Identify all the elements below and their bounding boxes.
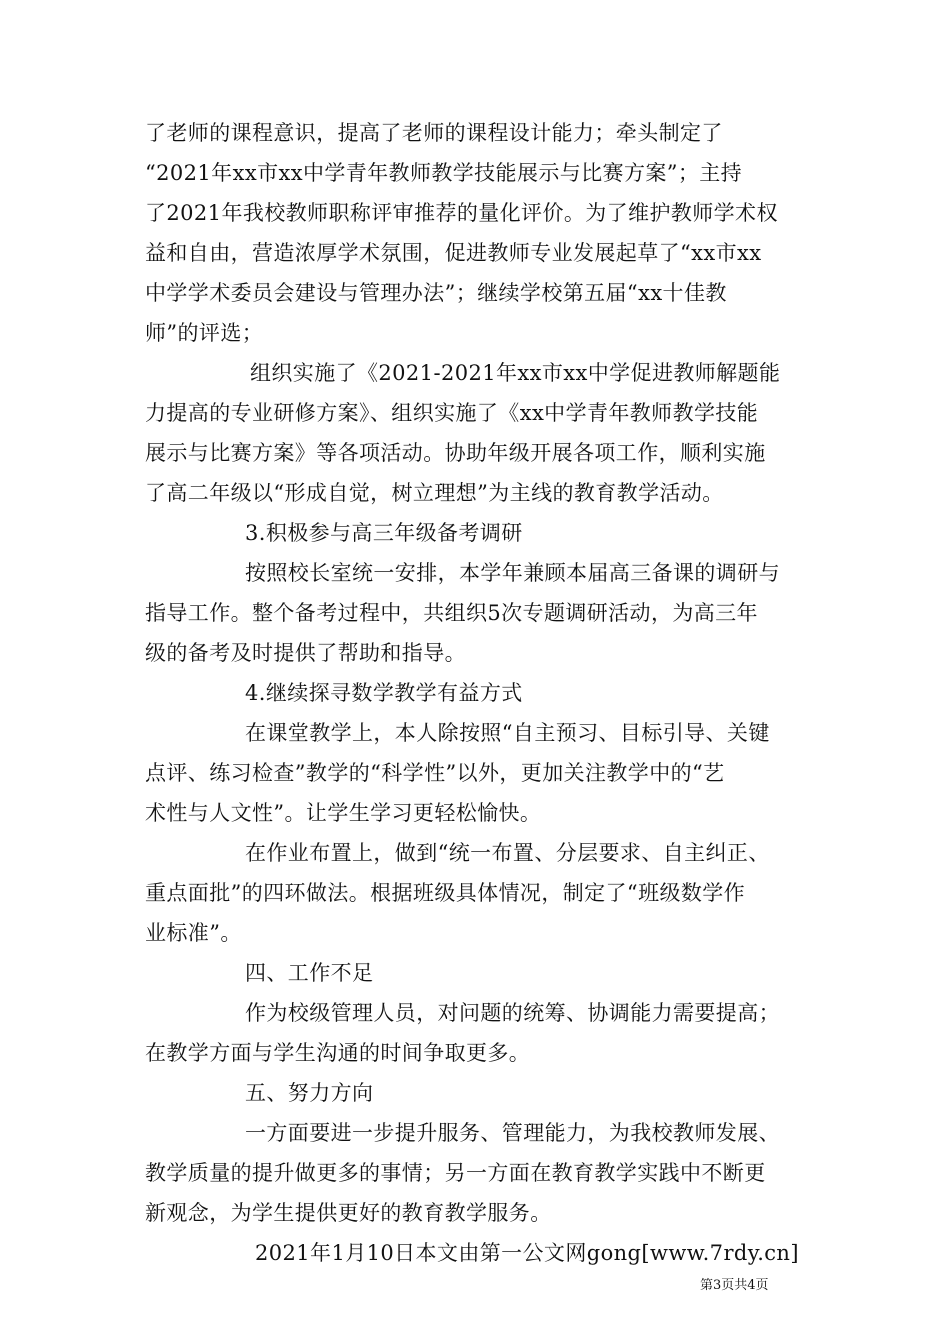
paragraph-start-line: 按照校长室统一安排，本学年兼顾本届高三备课的调研与 bbox=[245, 561, 780, 585]
text-line: 指导工作。整个备考过程中，共组织5次专题调研活动，为高三年 bbox=[145, 601, 758, 625]
text-line: 中学学术委员会建设与管理办法”；继续学校第五届“xx十佳教 bbox=[145, 281, 727, 305]
paragraph-start-line: 一方面要进一步提升服务、管理能力，为我校教师发展、 bbox=[245, 1121, 780, 1145]
text-line: 展示与比赛方案》等各项活动。协助年级开展各项工作，顺利实施 bbox=[145, 441, 766, 465]
text-line: 重点面批”的四环做法。根据班级具体情况，制定了“班级数学作 bbox=[145, 881, 746, 905]
paragraph-start-line: 在课堂教学上，本人除按照“自主预习、目标引导、关键 bbox=[245, 721, 770, 745]
section-heading: 4.继续探寻数学教学有益方式 bbox=[245, 681, 523, 705]
section-heading: 3.积极参与高三年级备考调研 bbox=[245, 521, 523, 545]
text-line: 了老师的课程意识，提高了老师的课程设计能力；牵头制定了 bbox=[145, 121, 723, 145]
text-line: 益和自由，营造浓厚学术氛围，促进教师专业发展起草了“xx市xx bbox=[145, 241, 762, 265]
paragraph-start-line: 组织实施了《2021-2021年xx市xx中学促进教师解题能 bbox=[250, 361, 781, 385]
text-line: 新观念，为学生提供更好的教育教学服务。 bbox=[145, 1201, 552, 1225]
text-line: 力提高的专业研修方案》、组织实施了《xx中学青年教师教学技能 bbox=[145, 401, 759, 425]
text-line: 了2021年我校教师职称评审推荐的量化评价。为了维护教师学术权 bbox=[145, 201, 778, 225]
text-line: 师”的评选； bbox=[145, 321, 264, 345]
section-heading: 五、努力方向 bbox=[245, 1081, 374, 1105]
date-source-line: 2021年1月10日本文由第一公文网gong[www.7rdy.cn] bbox=[255, 1241, 799, 1265]
text-line: 在教学方面与学生沟通的时间争取更多。 bbox=[145, 1041, 531, 1065]
text-line: 点评、练习检查”教学的“科学性”以外，更加关注教学中的“艺 bbox=[145, 761, 725, 785]
section-heading: 四、工作不足 bbox=[245, 961, 374, 985]
text-line: 级的备考及时提供了帮助和指导。 bbox=[145, 641, 466, 665]
text-line: 教学质量的提升做更多的事情；另一方面在教育教学实践中不断更 bbox=[145, 1161, 766, 1185]
text-line: 业标准”。 bbox=[145, 921, 242, 945]
text-line: 了高二年级以“形成自觉，树立理想”为主线的教育教学活动。 bbox=[145, 481, 724, 505]
text-line: “2021年xx市xx中学青年教师教学技能展示与比赛方案”；主持 bbox=[145, 161, 743, 185]
paragraph-start-line: 作为校级管理人员，对问题的统筹、协调能力需要提高； bbox=[245, 1001, 780, 1025]
paragraph-start-line: 在作业布置上，做到“统一布置、分层要求、自主纠正、 bbox=[245, 841, 770, 865]
text-line: 术性与人文性”。让学生学习更轻松愉快。 bbox=[145, 801, 542, 825]
page-number-footer: 第3页共4页 bbox=[700, 1278, 769, 1293]
